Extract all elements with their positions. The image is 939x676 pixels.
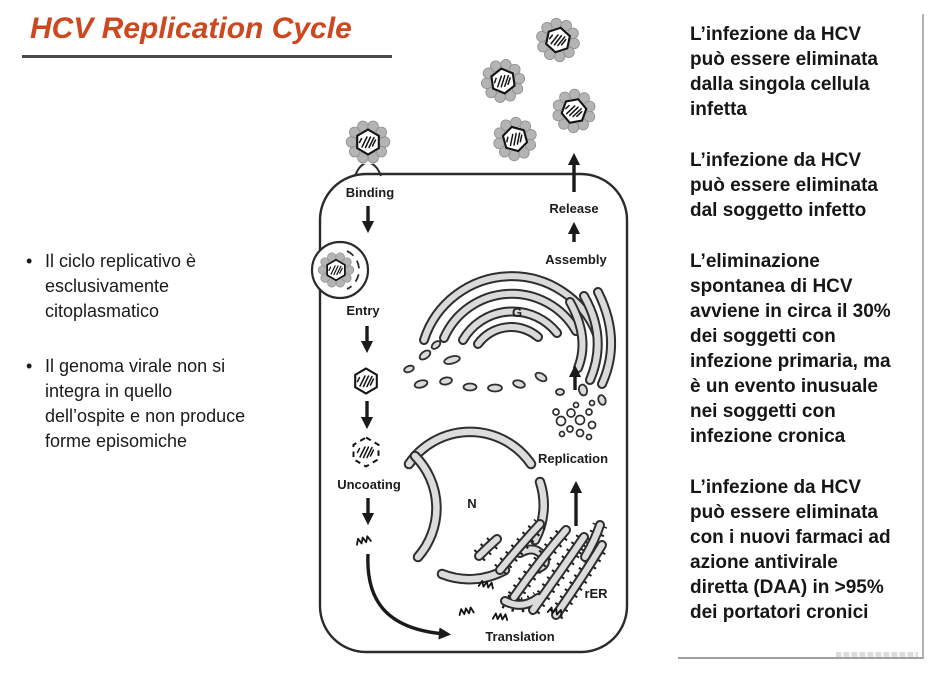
text-line: può essere eliminata (690, 175, 878, 196)
capsid-icon (355, 369, 377, 394)
bullet-icon: • (26, 251, 33, 271)
text-line: esclusivamente (45, 276, 170, 296)
text-line: integra in quello (45, 381, 173, 401)
text-line: è un evento inusuale (690, 376, 878, 397)
label-replication: Replication (537, 451, 609, 466)
label-binding: Binding (345, 185, 395, 200)
text-line: infezione cronica (690, 426, 846, 447)
text-line: infetta (690, 99, 747, 120)
text-line: può essere eliminata (690, 502, 878, 523)
virion-binding-icon (346, 120, 391, 165)
label-release: Release (549, 201, 599, 216)
text-line: dei soggetti con (690, 326, 836, 347)
label-assembly: Assembly (545, 252, 607, 267)
text-line: diretta (DAA) in >95% (690, 577, 884, 598)
text-line: dei portatori cronici (690, 602, 869, 623)
text-line: citoplasmatico (45, 301, 160, 321)
label-golgi: G (511, 305, 523, 320)
label-entry: Entry (346, 303, 380, 318)
label-uncoating: Uncoating (337, 477, 401, 492)
text-line: infezione primaria, ma (690, 351, 891, 372)
label-rer: rER (584, 586, 608, 601)
text-line: L’eliminazione (690, 251, 820, 272)
page-title: HCV Replication Cycle (30, 12, 352, 45)
text-line: L’infezione da HCV (690, 24, 862, 45)
text-line: spontanea di HCV (690, 276, 853, 297)
bullet-icon: • (26, 356, 33, 376)
text-line: Il ciclo replicativo è (45, 251, 197, 271)
text-line: L’infezione da HCV (690, 477, 862, 498)
text-line: dal soggetto infetto (690, 200, 867, 221)
text-line: nei soggetti con (690, 401, 836, 422)
label-translation: Translation (485, 629, 555, 644)
text-line: dalla singola cellula (690, 74, 870, 95)
text-line: L’infezione da HCV (690, 150, 862, 171)
text-line: azione antivirale (690, 552, 838, 573)
text-line: con i nuovi farmaci ad (690, 527, 891, 548)
text-line: Il genoma virale non si (45, 356, 226, 376)
text-line: avviene in circa il 30% (690, 301, 891, 322)
text-line: dell’ospite e non produce (45, 406, 246, 426)
text-line: può essere eliminata (690, 49, 878, 70)
free-virions (478, 13, 603, 166)
text-line: forme episomiche (45, 431, 188, 451)
endocytic-vesicle-icon (312, 242, 368, 298)
label-nucleus: N (467, 496, 477, 511)
